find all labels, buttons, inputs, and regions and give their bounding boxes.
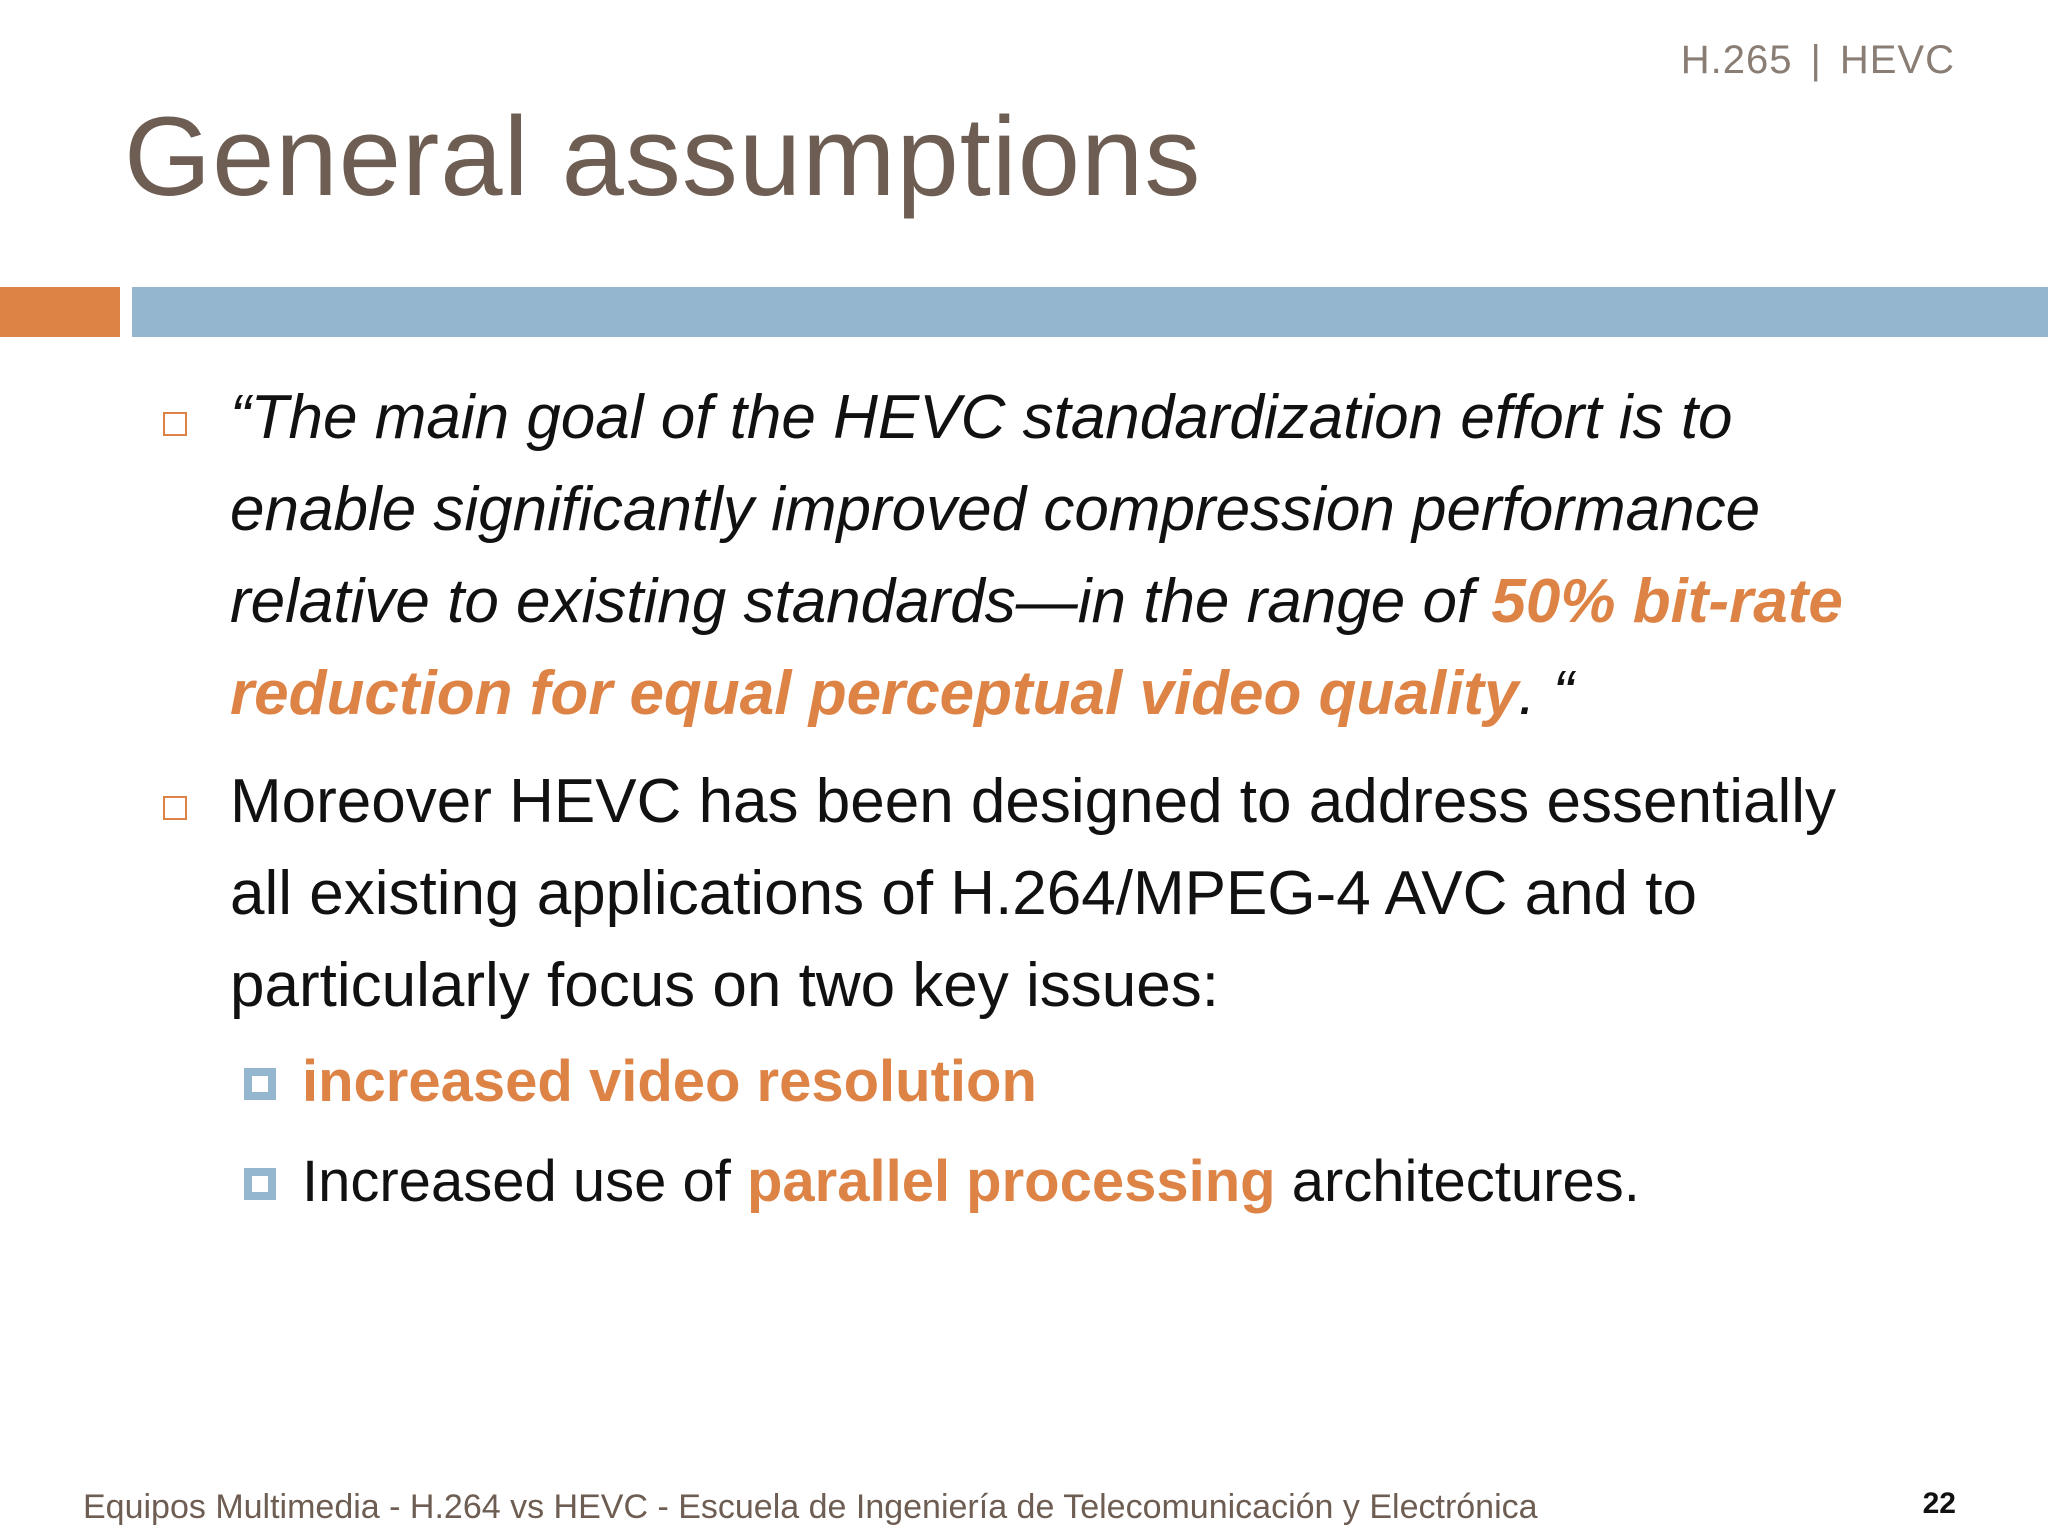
header-tag-h265: H.265 xyxy=(1680,38,1793,82)
accent-bar-orange xyxy=(0,287,120,337)
subbullet-parallel xyxy=(0,1132,2048,1232)
bullet-moreover xyxy=(0,756,1910,1032)
square-bullet-icon xyxy=(163,412,187,436)
parallel-text-before: Increased use of xyxy=(302,1149,747,1214)
square-bullet-icon xyxy=(163,796,187,820)
header-tag xyxy=(1681,38,1955,83)
parallel-highlight: parallel processing xyxy=(746,1149,1276,1214)
footer-text: Equipos Multimedia - H.264 vs HEVC - Escuela de Ingeniería de Telecomunicación y Electrónica xyxy=(83,1488,1538,1526)
parallel-text-after: architectures. xyxy=(1275,1149,1640,1214)
square-subbullet-icon xyxy=(244,1168,276,1200)
slide-content xyxy=(0,372,2048,1232)
resolution-highlight: increased video resolution xyxy=(302,1049,1037,1114)
subbullet-resolution xyxy=(0,1032,2048,1132)
header-tag-hevc: HEVC xyxy=(1839,38,1955,82)
slide-title: General assumptions xyxy=(124,94,1202,219)
accent-bar-blue xyxy=(132,287,2048,337)
quote-text-part2: . “ xyxy=(1518,659,1574,728)
square-subbullet-icon xyxy=(244,1068,276,1100)
header-tag-separator: | xyxy=(1810,38,1822,82)
moreover-text: Moreover HEVC has been designed to address essentially all existing applications of H.264/MPEG-4 AVC and to particularly focus on two key issues: xyxy=(230,767,1837,1020)
bullet-quote xyxy=(0,372,1910,740)
quote-text-part1: “The main goal of the HEVC standardization effort is to enable significantly improved compression performance relative to existing standards—in the range of xyxy=(230,383,1761,636)
quote-highlight: 50% bit-rate reduction for equal perceptual video quality xyxy=(230,567,1843,728)
page-number: 22 xyxy=(1922,1487,1956,1520)
